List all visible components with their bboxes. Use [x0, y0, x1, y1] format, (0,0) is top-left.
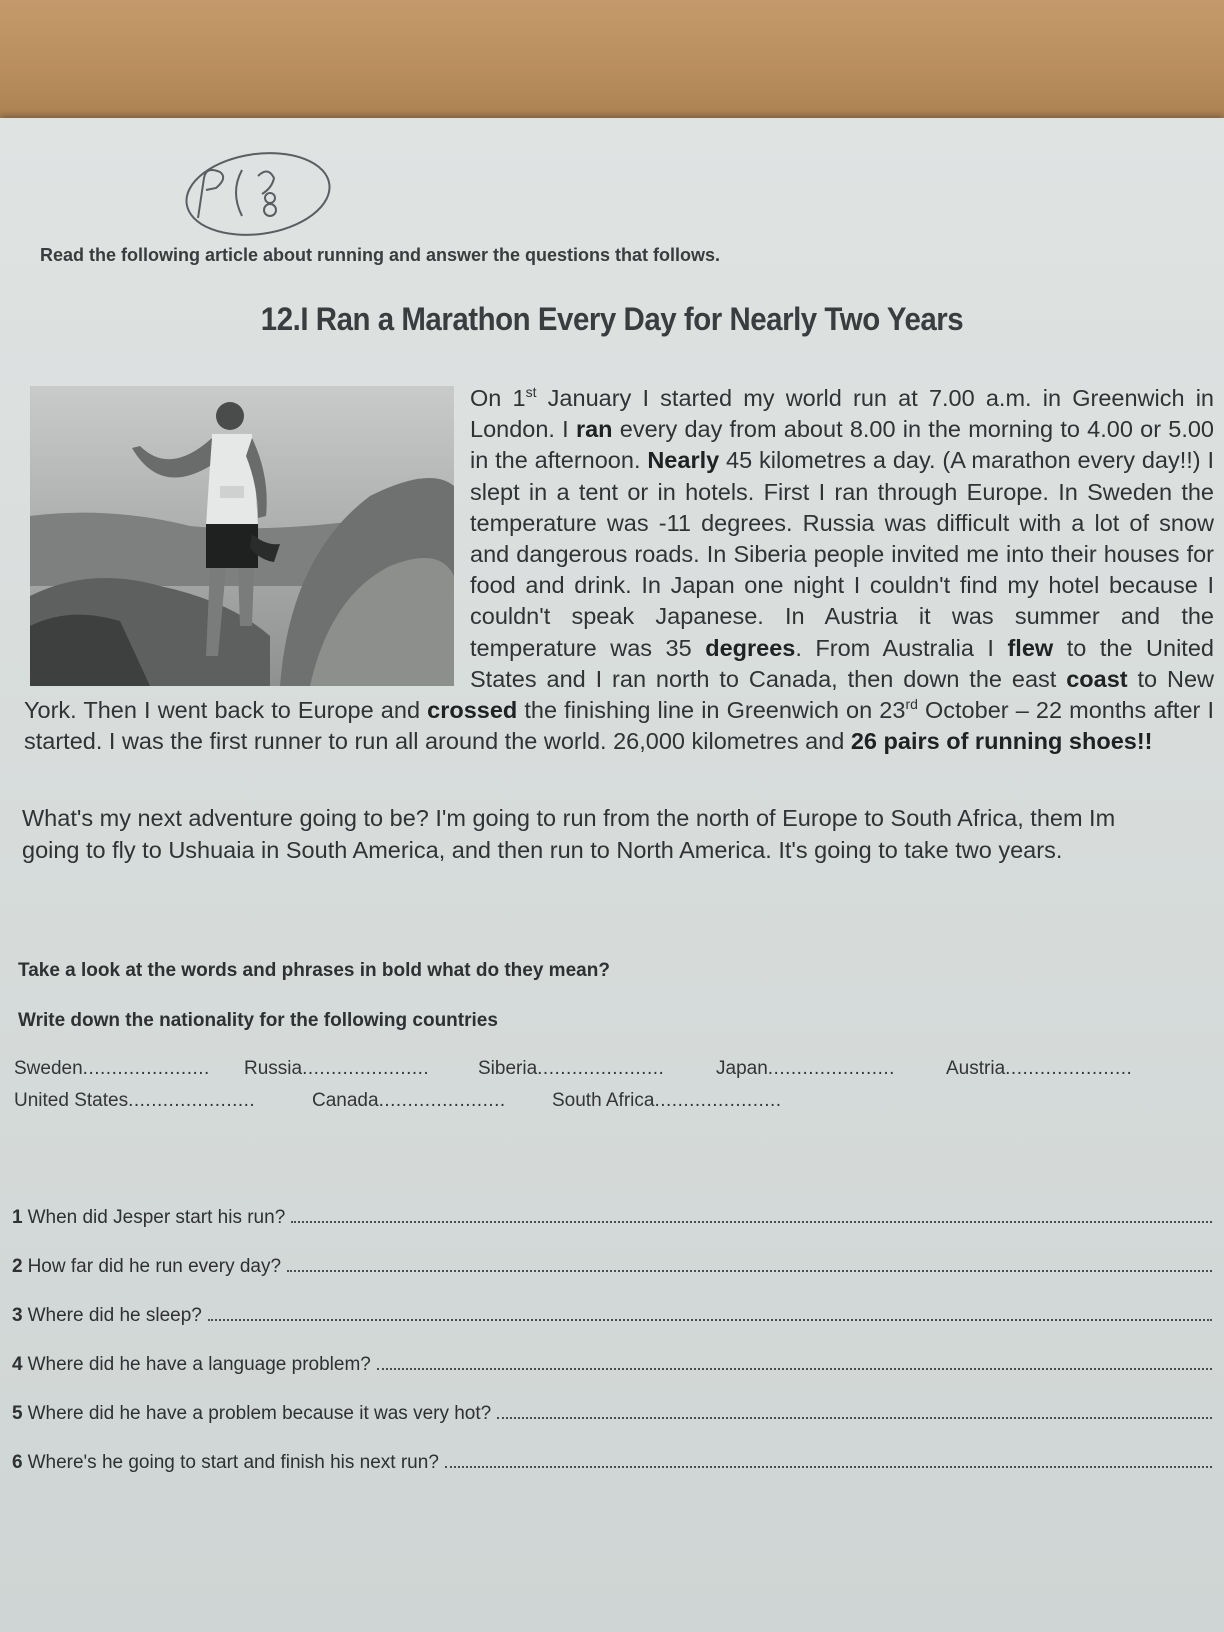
article-body — [24, 383, 1214, 757]
question-row — [12, 1278, 1212, 1327]
country-label: Japan — [716, 1058, 768, 1079]
countries-row — [14, 1090, 1204, 1122]
article-text: the finishing line in Greenwich on 23 — [517, 697, 906, 724]
question-row — [12, 1425, 1212, 1474]
bold-phrase-running-shoes: 26 pairs of running shoes!! — [850, 728, 1153, 755]
article-text: to New York. Then I went back to Europe and — [24, 665, 1214, 724]
country-item[interactable] — [14, 1058, 210, 1080]
question-number: 2 — [12, 1256, 23, 1277]
answer-blank[interactable]: ...................... — [378, 1090, 506, 1111]
country-item[interactable] — [14, 1090, 255, 1112]
article-text: 45 kilometres a day. (A marathon every day!!) I slept in a tent or in hotels. First I ran through Europe. In Sweden the temperature was -11 degrees. Russia was difficult with a lot of snow and dangerous roads. In Siberia people invited me into their houses for food and drink. In Japan one night I couldn't find my hotel because I couldn't speak Japanese. In Austria it was summer and the temperature was 35 — [470, 447, 1214, 661]
country-item[interactable] — [244, 1058, 429, 1080]
answer-line[interactable] — [208, 1319, 1212, 1321]
country-item[interactable] — [716, 1058, 895, 1080]
answer-blank[interactable]: ...................... — [537, 1058, 665, 1079]
countries-row — [14, 1058, 1204, 1090]
country-label: Sweden — [14, 1058, 83, 1079]
country-label: United States — [14, 1090, 129, 1111]
article-text: On 1 — [470, 385, 526, 411]
answer-blank[interactable]: ...................... — [302, 1058, 430, 1079]
article-text: to the United States and I ran north to Canada, then down the east — [470, 634, 1214, 692]
task-nationality: Write down the nationality for the following countries — [18, 1010, 498, 1031]
question-row — [12, 1180, 1212, 1229]
country-label: Austria — [946, 1058, 1006, 1079]
question-number: 6 — [12, 1452, 23, 1473]
question-text: Where did he sleep? — [27, 1305, 202, 1326]
answer-line[interactable] — [291, 1221, 1212, 1223]
answer-blank[interactable]: ...................... — [82, 1058, 210, 1079]
country-item[interactable] — [946, 1058, 1132, 1080]
question-row — [12, 1229, 1212, 1278]
ordinal-suffix: rd — [905, 696, 918, 713]
bold-word-coast: coast — [1066, 665, 1128, 692]
answer-blank[interactable]: ...................... — [654, 1090, 782, 1111]
article-text: every day from about 8.00 in the morning to 4.00 or 5.00 in the afternoon. — [470, 416, 1214, 474]
article-text: October – 22 months after I started. I was the first runner to run all around the world. 26,000 kilometres and — [24, 697, 1214, 755]
bold-word-degrees: degrees — [705, 634, 796, 661]
article-title: 12.I Ran a Marathon Every Day for Nearly Two Years — [260, 301, 964, 337]
country-label: South Africa — [552, 1090, 655, 1111]
answer-line[interactable] — [497, 1417, 1212, 1419]
question-text: Where's he going to start and finish his next run? — [27, 1452, 439, 1473]
countries-grid — [14, 1058, 1204, 1122]
answer-blank[interactable]: ...................... — [128, 1090, 256, 1111]
question-text: When did Jesper start his run? — [27, 1207, 286, 1228]
desk-background — [0, 0, 1224, 130]
question-number: 4 — [12, 1354, 23, 1375]
question-number: 5 — [12, 1403, 23, 1424]
question-list — [12, 1180, 1212, 1474]
instruction-text: Read the following article about running and answer the questions that follows. — [40, 245, 721, 265]
answer-line[interactable] — [377, 1368, 1212, 1370]
handwritten-grade-mark — [176, 148, 336, 238]
country-label: Russia — [244, 1058, 303, 1079]
question-row — [12, 1327, 1212, 1376]
bold-word-ran: ran — [575, 416, 613, 443]
question-text: Where did he have a problem because it was very hot? — [27, 1403, 492, 1424]
answer-blank[interactable]: ...................... — [1005, 1058, 1133, 1079]
worksheet-paper — [0, 118, 1224, 1632]
bold-word-nearly: Nearly — [647, 447, 720, 474]
country-item[interactable] — [552, 1090, 782, 1112]
task-bold-words: Take a look at the words and phrases in bold what do they mean? — [18, 960, 610, 981]
question-number: 1 — [12, 1207, 23, 1228]
answer-blank[interactable]: ...................... — [767, 1058, 895, 1079]
question-text: How far did he run every day? — [27, 1256, 282, 1277]
article-paragraph-2: What's my next adventure going to be? I'm going to run from the north of Europe to South Africa, them Im going to fly to Ushuaia in South America, and then run to North America. It's going to take two years. — [22, 805, 1116, 863]
ordinal-suffix: st — [525, 384, 537, 401]
country-label: Canada — [312, 1090, 379, 1111]
article-text: January I started my world run at 7.00 a.m. in Greenwich in London. I — [470, 385, 1215, 443]
answer-line[interactable] — [287, 1270, 1212, 1272]
article-text: . From Australia I — [795, 634, 1008, 661]
bold-word-crossed: crossed — [427, 697, 518, 724]
question-number: 3 — [12, 1305, 23, 1326]
question-text: Where did he have a language problem? — [27, 1354, 371, 1375]
answer-line[interactable] — [445, 1466, 1212, 1468]
country-item[interactable] — [312, 1090, 506, 1112]
country-label: Siberia — [478, 1058, 538, 1079]
bold-word-flew: flew — [1007, 634, 1054, 661]
country-item[interactable] — [478, 1058, 664, 1080]
question-row — [12, 1376, 1212, 1425]
